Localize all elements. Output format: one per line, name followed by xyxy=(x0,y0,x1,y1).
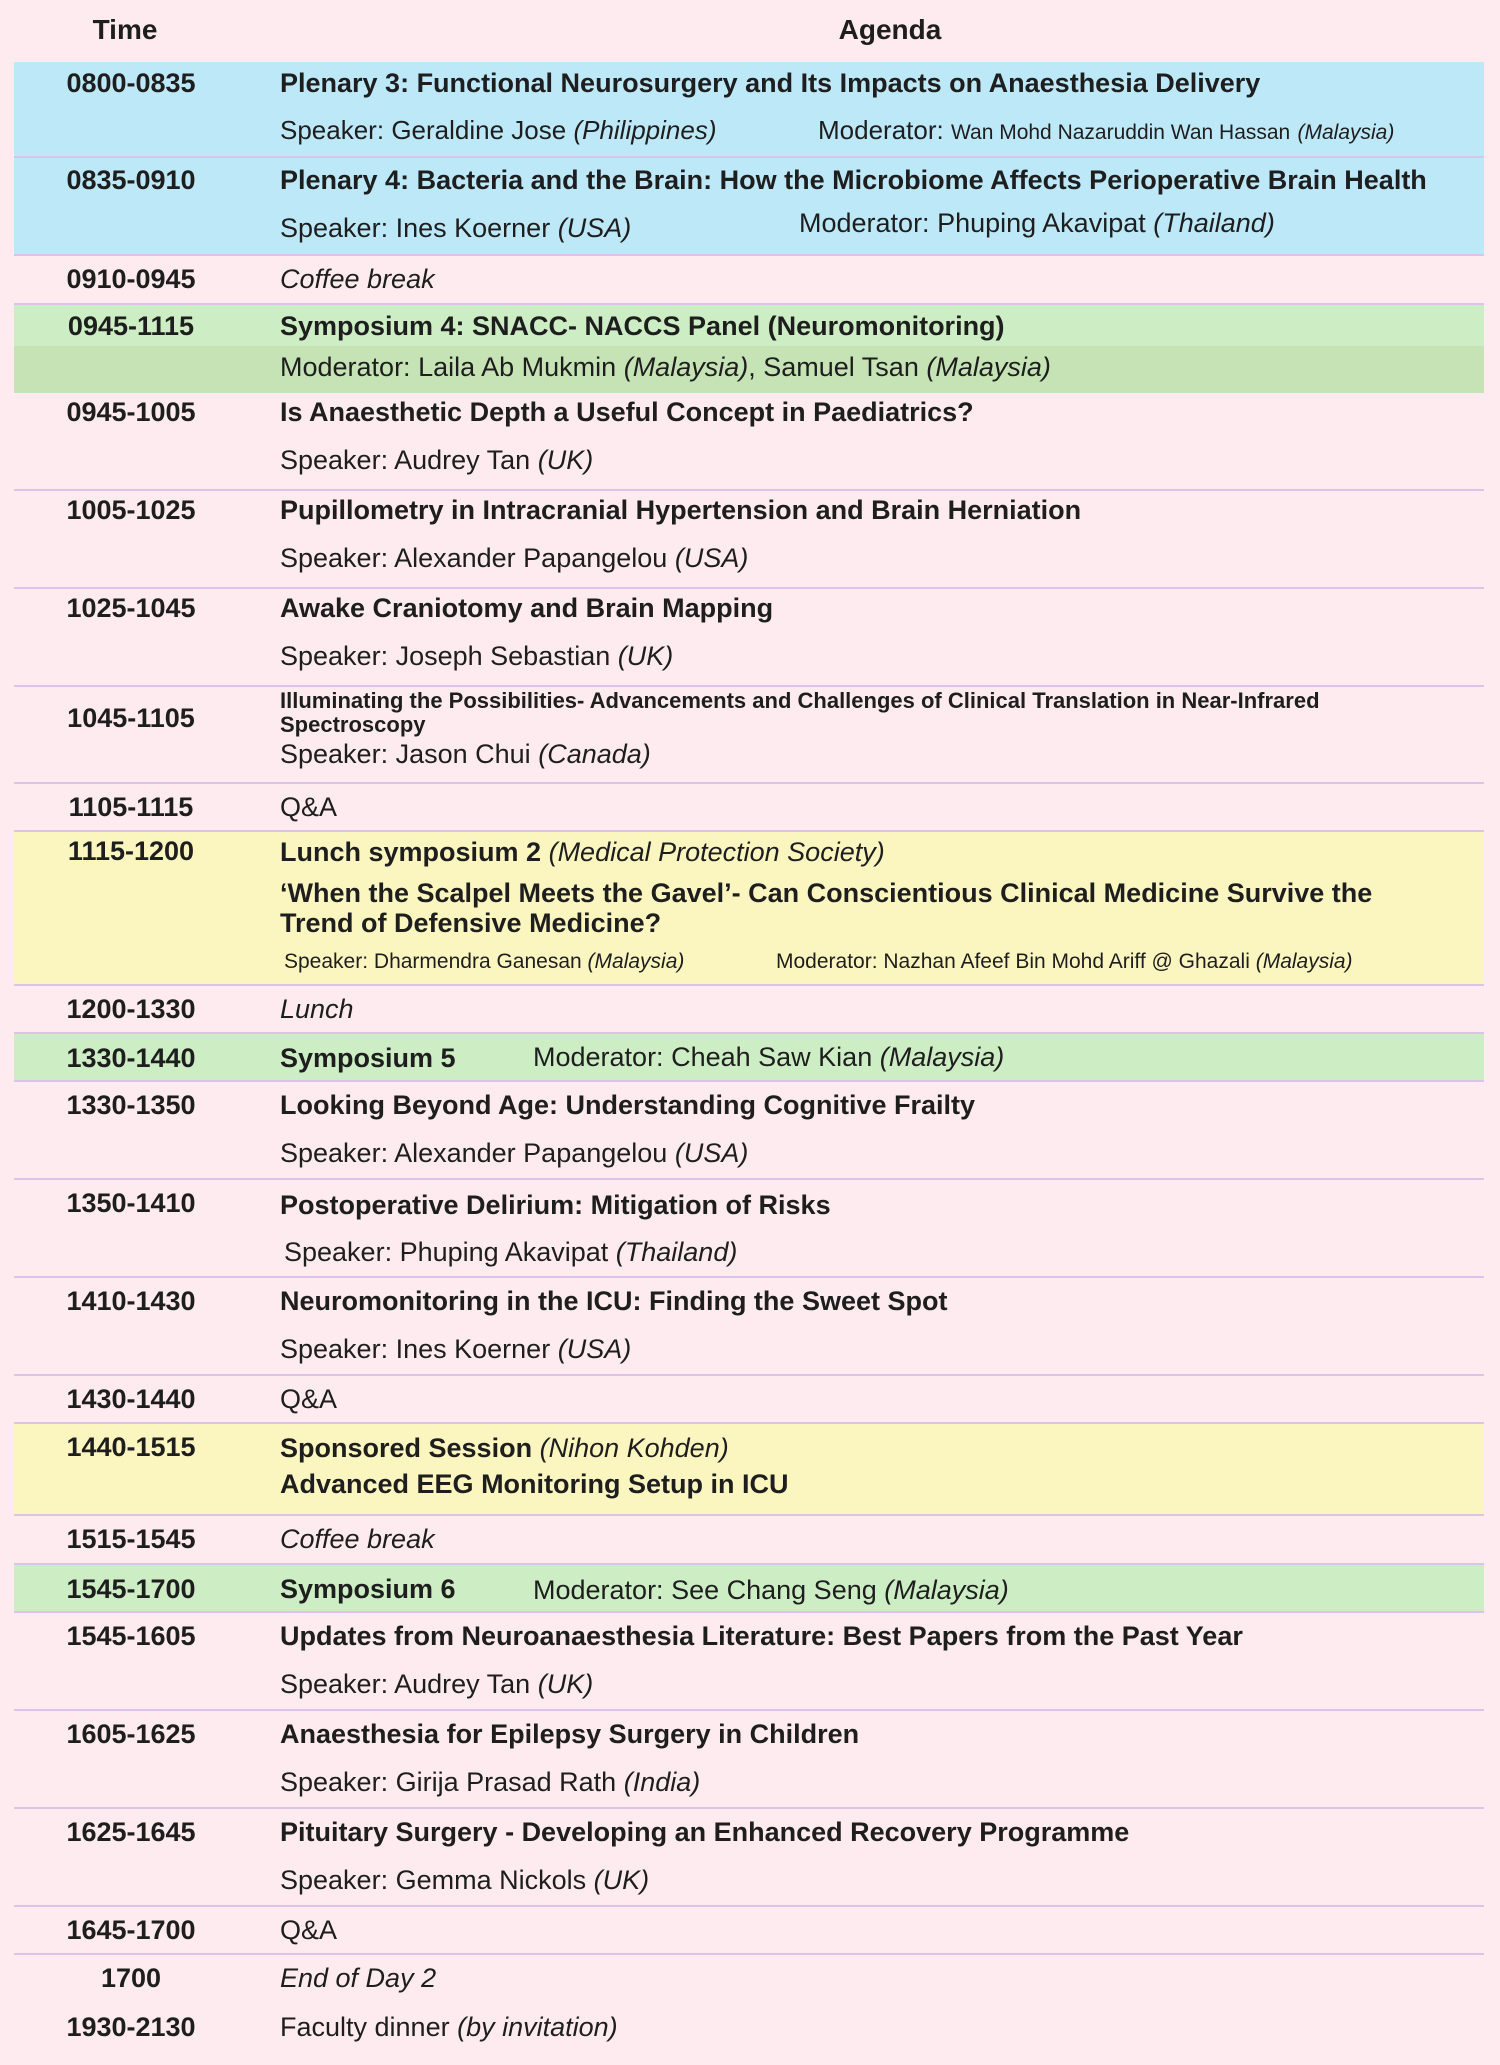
speaker-line: Speaker: Phuping Akavipat (Thailand) xyxy=(284,1237,738,1267)
agenda-row-talk xyxy=(14,1711,1484,1809)
session-subtitle: Advanced EEG Monitoring Setup in ICU xyxy=(280,1469,789,1499)
speaker-line: Speaker: Ines Koerner (USA) xyxy=(280,213,632,243)
session-title: Coffee break xyxy=(280,1524,435,1554)
agenda-row-talk xyxy=(14,393,1484,491)
session-title: Pituitary Surgery - Developing an Enhanced Recovery Programme xyxy=(280,1817,1130,1847)
session-title: Illuminating the Possibilities- Advancements and Challenges of Clinical Translation in Near-Infrared Spectroscopy xyxy=(280,688,1320,737)
speaker-line: Speaker: Audrey Tan (UK) xyxy=(280,1669,594,1699)
agenda-row-talk xyxy=(14,491,1484,589)
row-time: 1545-1700 xyxy=(66,1574,196,1604)
row-time: 1025-1045 xyxy=(66,593,196,623)
agenda-row-talk xyxy=(14,1082,1484,1180)
agenda-row-symposium-4 xyxy=(14,305,1484,393)
row-time: 1430-1440 xyxy=(66,1384,196,1414)
row-time: 1330-1350 xyxy=(66,1090,196,1120)
row-time: 0835-0910 xyxy=(66,165,196,195)
agenda-row-symposium-6 xyxy=(14,1565,1484,1613)
speaker-line: Speaker: Audrey Tan (UK) xyxy=(280,445,594,475)
session-title: Symposium 6 xyxy=(280,1574,456,1604)
moderator-line: Moderator: Laila Ab Mukmin (Malaysia), Samuel Tsan (Malaysia) xyxy=(280,352,1051,382)
agenda-row-talk xyxy=(14,589,1484,687)
speaker-line: Speaker: Geraldine Jose (Philippines) xyxy=(280,115,717,145)
row-time: 1105-1115 xyxy=(68,792,194,822)
agenda-column-header: Agenda xyxy=(838,14,942,45)
speaker-line: Speaker: Joseph Sebastian (UK) xyxy=(280,641,674,671)
moderator-line: Moderator: Wan Mohd Nazaruddin Wan Hassan (Malaysia) xyxy=(818,115,1395,145)
speaker-line: Speaker: Girija Prasad Rath (India) xyxy=(280,1767,701,1797)
row-time: 1645-1700 xyxy=(66,1915,196,1945)
row-time: 1605-1625 xyxy=(66,1719,196,1749)
speaker-line: Speaker: Alexander Papangelou (USA) xyxy=(280,1138,749,1168)
agenda-row-qa xyxy=(14,784,1484,832)
row-time: 0945-1115 xyxy=(67,311,195,341)
row-time: 1410-1430 xyxy=(66,1286,196,1316)
session-title: Awake Craniotomy and Brain Mapping xyxy=(280,593,774,623)
session-title: Q&A xyxy=(280,1384,338,1414)
session-title: Lunch xyxy=(280,994,354,1024)
session-title: Q&A xyxy=(280,792,338,822)
row-time: 0800-0835 xyxy=(66,68,196,98)
session-title: Coffee break xyxy=(280,264,435,294)
session-title: Anaesthesia for Epilepsy Surgery in Children xyxy=(280,1719,860,1749)
session-title: Plenary 4: Bacteria and the Brain: How the Microbiome Affects Perioperative Brain Health xyxy=(280,165,1427,195)
agenda-row-talk xyxy=(14,687,1484,784)
row-time: 1440-1515 xyxy=(66,1432,196,1462)
row-time: 0945-1005 xyxy=(66,397,196,427)
agenda-row-plenary-3 xyxy=(14,62,1484,158)
agenda-row-talk xyxy=(14,1278,1484,1376)
row-time: 1350-1410 xyxy=(66,1188,196,1218)
speaker-line: Speaker: Dharmendra Ganesan (Malaysia) xyxy=(284,950,685,973)
moderator-line: Moderator: Cheah Saw Kian (Malaysia) xyxy=(533,1042,1005,1072)
row-time: 1545-1605 xyxy=(66,1621,196,1651)
session-title: Postoperative Delirium: Mitigation of Risks xyxy=(280,1190,831,1220)
row-time: 1625-1645 xyxy=(66,1817,196,1847)
speaker-line: Speaker: Jason Chui (Canada) xyxy=(280,739,651,769)
agenda-row-lunch xyxy=(14,986,1484,1034)
agenda-row-sponsored-session xyxy=(14,1424,1484,1516)
agenda-row-plenary-4 xyxy=(14,158,1484,256)
session-title: Q&A xyxy=(280,1915,338,1945)
agenda-row-talk xyxy=(14,1180,1484,1278)
session-title: Looking Beyond Age: Understanding Cognitive Frailty xyxy=(280,1090,976,1120)
session-title: Neuromonitoring in the ICU: Finding the Sweet Spot xyxy=(280,1286,948,1316)
session-title-line: Faculty dinner (by invitation) xyxy=(280,2012,618,2042)
session-title: Is Anaesthetic Depth a Useful Concept in Paediatrics? xyxy=(280,397,974,427)
session-title-line: Sponsored Session (Nihon Kohden) xyxy=(280,1433,729,1463)
agenda-row-coffee-break xyxy=(14,256,1484,305)
agenda-row-lunch-symposium xyxy=(14,832,1484,986)
speaker-line: Speaker: Alexander Papangelou (USA) xyxy=(280,543,749,573)
speaker-line: Speaker: Gemma Nickols (UK) xyxy=(280,1865,650,1895)
table-header xyxy=(0,0,1500,60)
agenda-row-talk xyxy=(14,1613,1484,1711)
session-title: Pupillometry in Intracranial Hypertension and Brain Herniation xyxy=(280,495,1082,525)
row-time: 1005-1025 xyxy=(66,495,196,525)
row-time: 1330-1440 xyxy=(66,1043,196,1073)
agenda-row-symposium-5 xyxy=(14,1034,1484,1082)
row-time: 1045-1105 xyxy=(67,703,195,733)
row-time: 0910-0945 xyxy=(66,264,196,294)
row-time: 1930-2130 xyxy=(66,2012,196,2042)
agenda-row-qa xyxy=(14,1907,1484,1955)
row-time: 1700 xyxy=(100,1963,162,1993)
row-time: 1115-1200 xyxy=(67,836,195,866)
session-subtitle: ‘When the Scalpel Meets the Gavel’- Can Conscientious Clinical Medicine Survive the Trend of Defensive Medicine? xyxy=(280,878,1373,938)
agenda-row-coffee-break xyxy=(14,1516,1484,1565)
moderator-line: Moderator: See Chang Seng (Malaysia) xyxy=(533,1575,1009,1605)
row-time: 1515-1545 xyxy=(66,1524,196,1554)
agenda-row-talk xyxy=(14,1809,1484,1907)
row-time: 1200-1330 xyxy=(66,994,196,1024)
agenda-row-faculty-dinner xyxy=(14,2004,1484,2065)
session-title: End of Day 2 xyxy=(280,1963,437,1993)
session-title: Symposium 4: SNACC- NACCS Panel (Neuromonitoring) xyxy=(280,311,1005,341)
session-title-line: Lunch symposium 2 (Medical Protection Society) xyxy=(280,837,885,867)
time-column-header: Time xyxy=(92,14,158,45)
session-title: Plenary 3: Functional Neurosurgery and Its Impacts on Anaesthesia Delivery xyxy=(280,68,1261,98)
agenda-row-qa xyxy=(14,1376,1484,1424)
moderator-line: Moderator: Phuping Akavipat (Thailand) xyxy=(799,208,1275,238)
session-title: Updates from Neuroanaesthesia Literature: Best Papers from the Past Year xyxy=(280,1621,1243,1651)
session-title: Symposium 5 xyxy=(280,1043,456,1073)
agenda-row-end-of-day xyxy=(14,1955,1484,2004)
speaker-line: Speaker: Ines Koerner (USA) xyxy=(280,1334,632,1364)
moderator-line: Moderator: Nazhan Afeef Bin Mohd Ariff @ Ghazali (Malaysia) xyxy=(776,950,1353,973)
